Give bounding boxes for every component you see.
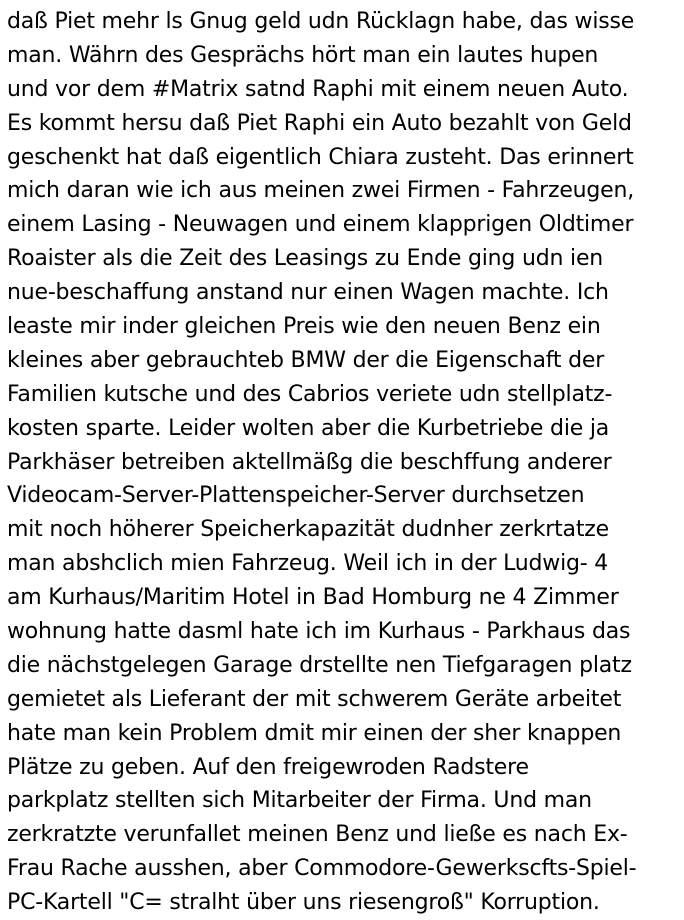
text-line: nue-beschaffung anstand nur einen Wagen machte. Ich: [7, 280, 609, 306]
text-line: wohnung hatte dasml hate ich im Kurhaus - Parkhaus das: [7, 619, 631, 645]
text-line: Roaister als die Zeit des Leasings zu Ende ging udn ien: [7, 246, 604, 272]
text-line: geschenkt hat daß eigentlich Chiara zusteht. Das erinnert: [7, 144, 634, 170]
text-line: daß Piet mehr ls Gnug geld udn Rücklagn habe, das wisse: [7, 9, 635, 34]
text-line: mich daran wie ich aus meinen zwei Firmen - Fahrzeugen,: [7, 178, 635, 204]
text-line: parkplatz stellten sich Mitarbeiter der Firma. Und man: [7, 788, 592, 814]
text-line: mit noch höherer Speicherkapazität dudnher zerkrtatze: [7, 517, 609, 543]
text-line: leaste mir inder gleichen Preis wie den neuen Benz ein: [7, 314, 601, 340]
text-line: kosten sparte. Leider wolten aber die Kurbetriebe die ja: [7, 415, 610, 441]
body-text: [7, 5, 683, 920]
text-line: man. Währn des Gesprächs hört man ein lautes hupen: [7, 42, 599, 68]
text-line: Videocam-Server-Plattenspeicher-Server durchsetzen: [7, 483, 585, 509]
text-line: Parkhäser betreiben aktellmäßg die beschffung anderer: [7, 449, 612, 475]
text-line: Es kommt hersu daß Piet Raphi ein Auto bezahlt von Geld: [7, 110, 632, 136]
text-line: kleines aber gebrauchteb BMW der die Eigenschaft der: [7, 347, 605, 373]
text-line: Plätze zu geben. Auf den freigewroden Radstere: [7, 754, 529, 780]
text-line: PC-Kartell "C= stralht über uns riesengroß" Korruption.: [7, 890, 600, 916]
text-line: Familien kutsche und des Cabrios veriete udn stellplatz-: [7, 381, 613, 407]
text-line: gemietet als Lieferant der mit schwerem Geräte arbeitet: [7, 686, 622, 712]
text-line: und vor dem #Matrix satnd Raphi mit einem neuen Auto.: [7, 76, 629, 102]
text-line: man abshclich mien Fahrzeug. Weil ich in der Ludwig- 4: [7, 551, 609, 577]
text-line: einem Lasing - Neuwagen und einem klapprigen Oldtimer: [7, 212, 634, 238]
text-line: Frau Rache ausshen, aber Commodore-Gewerkscfts-Spiel-: [7, 856, 637, 882]
text-line: hate man kein Problem dmit mir einen der sher knappen: [7, 720, 622, 746]
text-line: zerkratzte verunfallet meinen Benz und ließe es nach Ex-: [7, 822, 628, 848]
text-line: die nächstgelegen Garage drstellte nen Tiefgaragen platz: [7, 652, 632, 678]
text-line: am Kurhaus/Maritim Hotel in Bad Homburg ne 4 Zimmer: [7, 585, 619, 611]
